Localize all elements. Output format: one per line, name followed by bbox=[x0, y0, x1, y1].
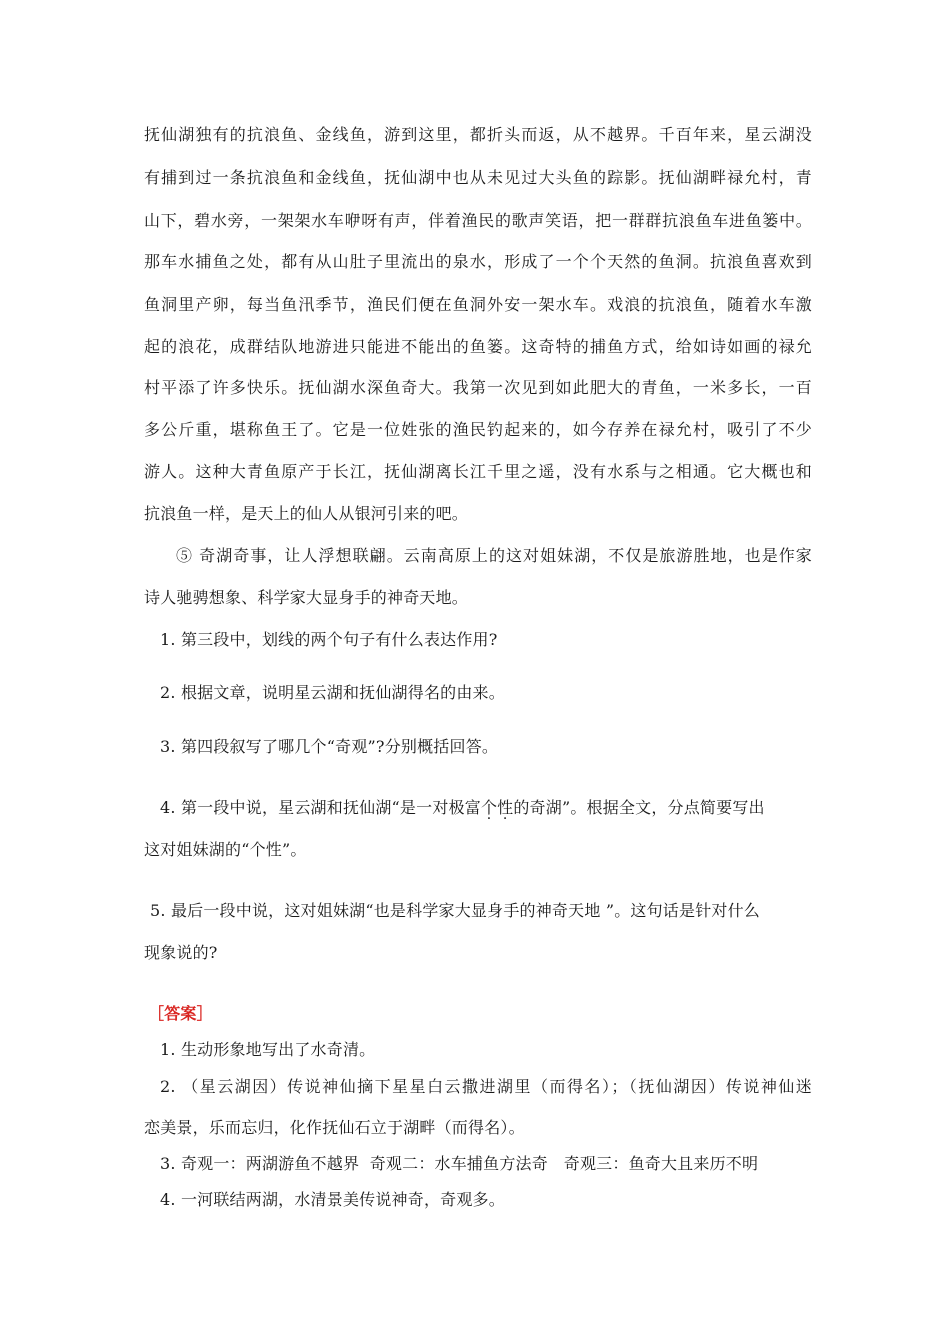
passage-line: 抗浪鱼一样，是天上的仙人从银河引来的吧。 bbox=[144, 504, 469, 523]
question-2: 2. 根据文章，说明星云湖和抚仙湖得名的由来。 bbox=[160, 683, 505, 702]
question-4-text-a: 4. 第一段中说，星云湖和抚仙湖“是一对极富 bbox=[160, 798, 481, 817]
passage-line: 有捕到过一条抗浪鱼和金线鱼，抚仙湖中也从未见过大头鱼的踪影。抚仙湖畔禄允村，青 bbox=[144, 168, 812, 187]
passage-line: 山下，碧水旁，一架架水车咿呀有声，伴着渔民的歌声笑语，把一群群抗浪鱼车进鱼篓中。 bbox=[144, 211, 812, 230]
answer-3: 3. 奇观一：两湖游鱼不越界 奇观二：水车捕鱼方法奇 奇观三：鱼奇大且来历不明 bbox=[160, 1154, 759, 1173]
passage-line: 游人。这种大青鱼原产于长江，抚仙湖离长江千里之遥，没有水系与之相通。它大概也和 bbox=[144, 462, 812, 481]
question-1: 1. 第三段中，划线的两个句子有什么表达作用? bbox=[160, 630, 498, 649]
answer-2-line-2: 恋美景，乐而忘归，化作抚仙石立于湖畔（而得名）。 bbox=[144, 1118, 525, 1137]
emphasis-dot-char: 个 bbox=[480, 798, 498, 817]
passage-line: 起的浪花，成群结队地游进只能进不能出的鱼篓。这奇特的捕鱼方式，给如诗如画的禄允 bbox=[144, 337, 812, 356]
emphasis-dot-char: 性 bbox=[497, 798, 514, 817]
question-4-text-b: 的奇湖”。根据全文，分点简要写出 bbox=[513, 798, 765, 817]
passage-line: 村平添了许多快乐。抚仙湖水深鱼奇大。我第一次见到如此肥大的青鱼，一米多长，一百 bbox=[144, 378, 812, 397]
question-5-line-1: 5. 最后一段中说，这对姐妹湖“也是科学家大显身手的神奇天地 ”。这句话是针对什么 bbox=[150, 901, 760, 920]
answer-heading: ［答案］ bbox=[148, 1004, 213, 1023]
paragraph-5-line-2: 诗人驰骋想象、科学家大显身手的神奇天地。 bbox=[144, 588, 469, 607]
question-4-line-1 bbox=[160, 797, 812, 819]
passage-line: 抚仙湖独有的抗浪鱼、金线鱼，游到这里，都折头而返，从不越界。千百年来，星云湖没 bbox=[144, 125, 812, 144]
question-4-line-2: 这对姐妹湖的“个性”。 bbox=[144, 840, 307, 859]
answer-2-line-1: 2. （星云湖因）传说神仙摘下星星白云撒进湖里（而得名）；（抚仙湖因）传说神仙迷 bbox=[160, 1077, 812, 1096]
answer-4: 4. 一河联结两湖，水清景美传说神奇，奇观多。 bbox=[160, 1190, 505, 1209]
paragraph-5-line-1: ⑤ 奇湖奇事，让人浮想联翩。云南高原上的这对姐妹湖，不仅是旅游胜地，也是作家 bbox=[176, 546, 812, 565]
answer-1: 1. 生动形象地写出了水奇清。 bbox=[160, 1040, 376, 1059]
question-3: 3. 第四段叙写了哪几个“奇观”?分别概括回答。 bbox=[160, 737, 499, 756]
question-5-line-2: 现象说的? bbox=[144, 943, 218, 962]
passage-line: 多公斤重，堪称鱼王了。它是一位姓张的渔民钓起来的，如今存养在禄允村，吸引了不少 bbox=[144, 420, 812, 439]
passage-line: 那车水捕鱼之处，都有从山肚子里流出的泉水，形成了一个个天然的鱼洞。抗浪鱼喜欢到 bbox=[144, 252, 812, 271]
passage-line: 鱼洞里产卵，每当鱼汛季节，渔民们便在鱼洞外安一架水车。戏浪的抗浪鱼，随着水车激 bbox=[144, 295, 812, 314]
